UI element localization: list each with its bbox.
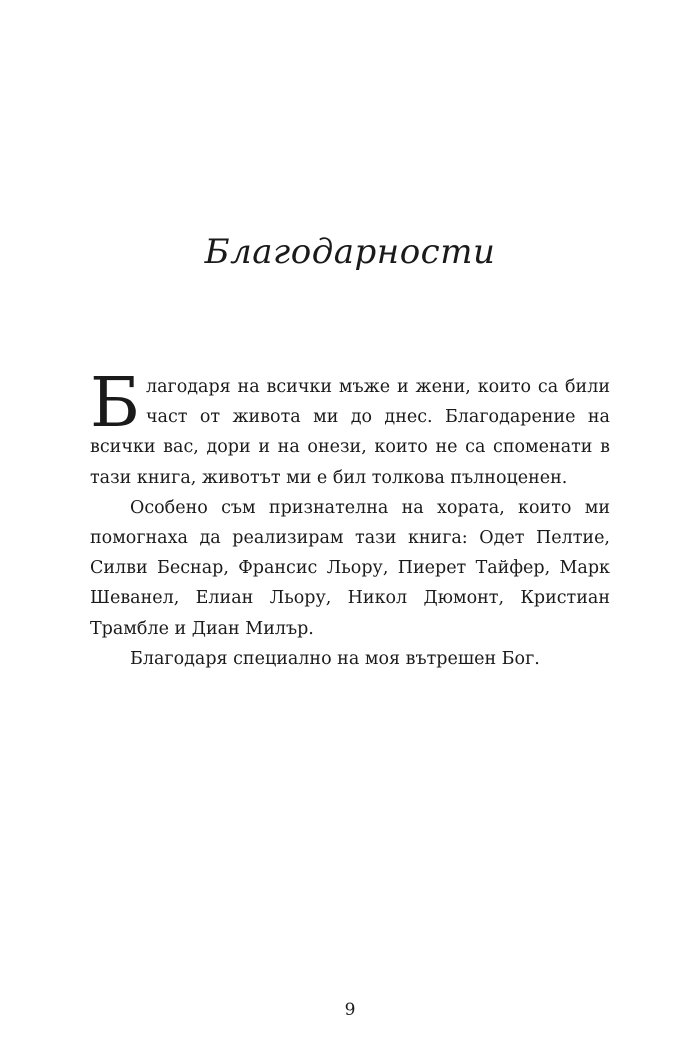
acknowledgements-body — [90, 364, 610, 674]
paragraph-2: Особено съм признателна на хората, които ми помогнаха да реализирам тази книга: Одет Пелтие, Силви Беснар, Франсис Льору, Пиерет Тайфер, Марк Шеванел, Елиан Льору, Никол Дюмонт, Кристиан Трамбле и Диан Милър. — [90, 497, 610, 639]
page-title: Благодарности — [204, 232, 496, 272]
paragraph-1-text: лагодаря на всички мъже и жени, които са били част от живота ми до днес. Благодарение на всички вас, дори и на онези, които не са споменати в тази книга, животът ми е бил толкова пълноценен. — [90, 377, 610, 488]
paragraph-3: Благодаря специално на моя вътрешен Бог. — [130, 648, 540, 669]
drop-cap: Б — [90, 364, 140, 443]
page-number: 9 — [344, 1000, 356, 1020]
paragraph-1 — [90, 364, 610, 493]
